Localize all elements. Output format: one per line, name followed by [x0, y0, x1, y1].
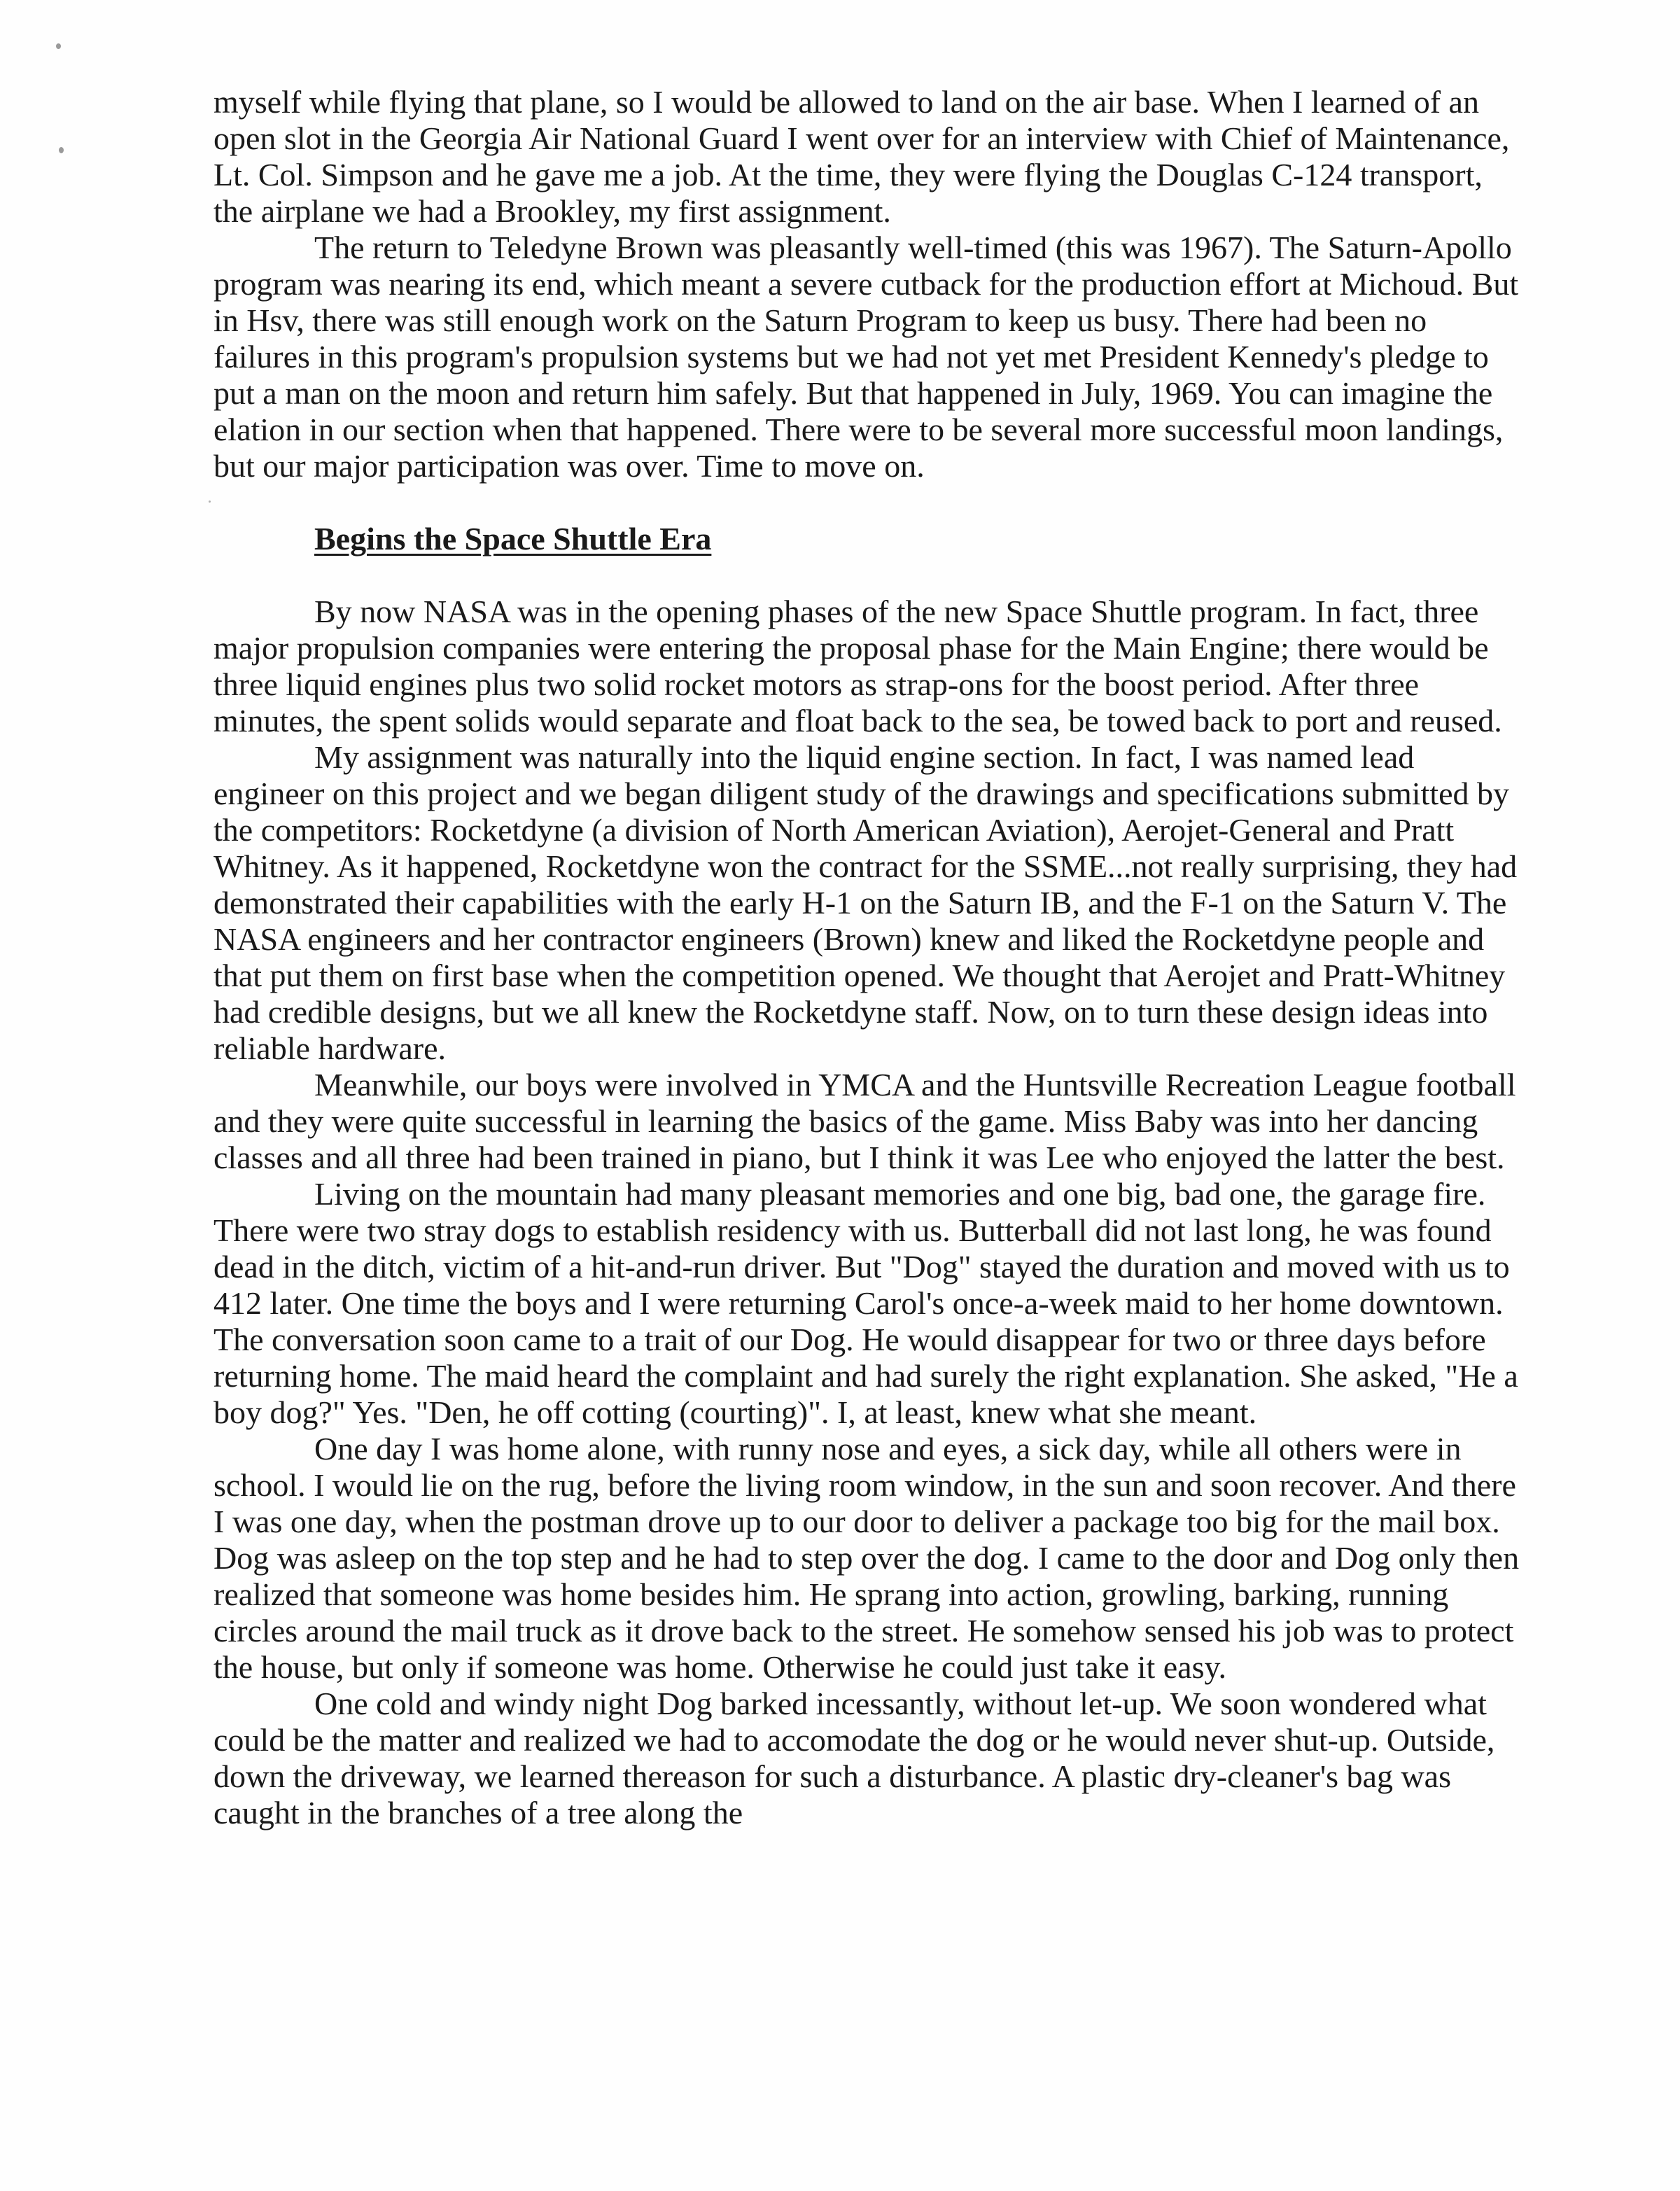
section-heading-text: Begins the Space Shuttle Era: [314, 521, 712, 556]
scan-speck: [209, 500, 211, 503]
document-body: [214, 84, 1530, 1831]
paragraph: My assignment was naturally into the liquid engine section. In fact, I was named lead engineer on this project and we began diligent study of the drawings and specifications submitted by the competitors: Rocketdyne (a division of North American Aviation), Aerojet-General and Pratt Whitney. As it happened, Rocketdyne won the contract for the SSME...not really surprising, they had demonstrated their capabilities with the early H-1 on the Saturn IB, and the F-1 on the Saturn V. The NASA engineers and her contractor engineers (Brown) knew and liked the Rocketdyne people and that put them on first base when the competition opened. We thought that Aerojet and Pratt-Whitney had credible designs, but we all knew the Rocketdyne staff. Now, on to turn these design ideas into reliable hardware.: [214, 739, 1518, 1066]
spacer: [214, 557, 1530, 594]
spacer: [214, 484, 1530, 521]
section-heading: [214, 521, 1530, 557]
paragraph: One cold and windy night Dog barked incessantly, without let-up. We soon wondered what could be the matter and realized we had to accomodate the dog or he would never shut-up. Outside, down the driveway, we learned thereason for such a disturbance. A plastic dry-cleaner's bag was caught in the branches of a tree along the: [214, 1686, 1495, 1830]
paragraph: By now NASA was in the opening phases of the new Space Shuttle program. In fact, three major propulsion companies were entering the proposal phase for the Main Engine; there would be three liquid engines plus two solid rocket motors as strap-ons for the boost period. After three minutes, the spent solids would separate and float back to the sea, be towed back to port and reused.: [214, 594, 1502, 738]
paragraph: Meanwhile, our boys were involved in YMCA and the Huntsville Recreation League football and they were quite successful in learning the basics of the game. Miss Baby was into her dancing classes and all three had been trained in piano, but I think it was Lee who enjoyed the latter the best.: [214, 1067, 1516, 1175]
paragraph: Living on the mountain had many pleasant memories and one big, bad one, the garage fire. There were two stray dogs to establish residency with us. Butterball did not last long, he was found dead in the ditch, victim of a hit-and-run driver. But "Dog" stayed the duration and moved with us to 412 later. One time the boys and I were returning Carol's once-a-week maid to her home downtown. The conversation soon came to a trait of our Dog. He would disappear for two or three days before returning home. The maid heard the complaint and had surely the right explanation. She asked, "He a boy dog?" Yes. "Den, he off cotting (courting)". I, at least, knew what she meant.: [214, 1176, 1518, 1430]
scan-speck: [56, 43, 61, 49]
paragraph: myself while flying that plane, so I would be allowed to land on the air base. When I learned of an open slot in the Georgia Air National Guard I went over for an interview with Chief of Maintenance, Lt. Col. Simpson and he gave me a job. At the time, they were flying the Douglas C-124 transport, the airplane we had a Brookley, my first assignment.: [214, 84, 1510, 229]
paragraph: One day I was home alone, with runny nose and eyes, a sick day, while all others were in school. I would lie on the rug, before the living room window, in the sun and soon recover. And there I was one day, when the postman drove up to our door to deliver a package too big for the mail box. Dog was asleep on the top step and he had to step over the dog. I came to the door and Dog only then realized that someone was home besides him. He sprang into action, growling, barking, running circles around the mail truck as it drove back to the street. He somehow sensed his job was to protect the house, but only if someone was home. Otherwise he could just take it easy.: [214, 1431, 1520, 1685]
scan-speck: [59, 147, 64, 153]
paragraph: The return to Teledyne Brown was pleasantly well-timed (this was 1967). The Saturn-Apollo program was nearing its end, which meant a severe cutback for the production effort at Michoud. But in Hsv, there was still enough work on the Saturn Program to keep us busy. There had been no failures in this program's propulsion systems but we had not yet met President Kennedy's pledge to put a man on the moon and return him safely. But that happened in July, 1969. You can imagine the elation in our section when that happened. There were to be several more successful moon landings, but our major participation was over. Time to move on.: [214, 230, 1519, 484]
